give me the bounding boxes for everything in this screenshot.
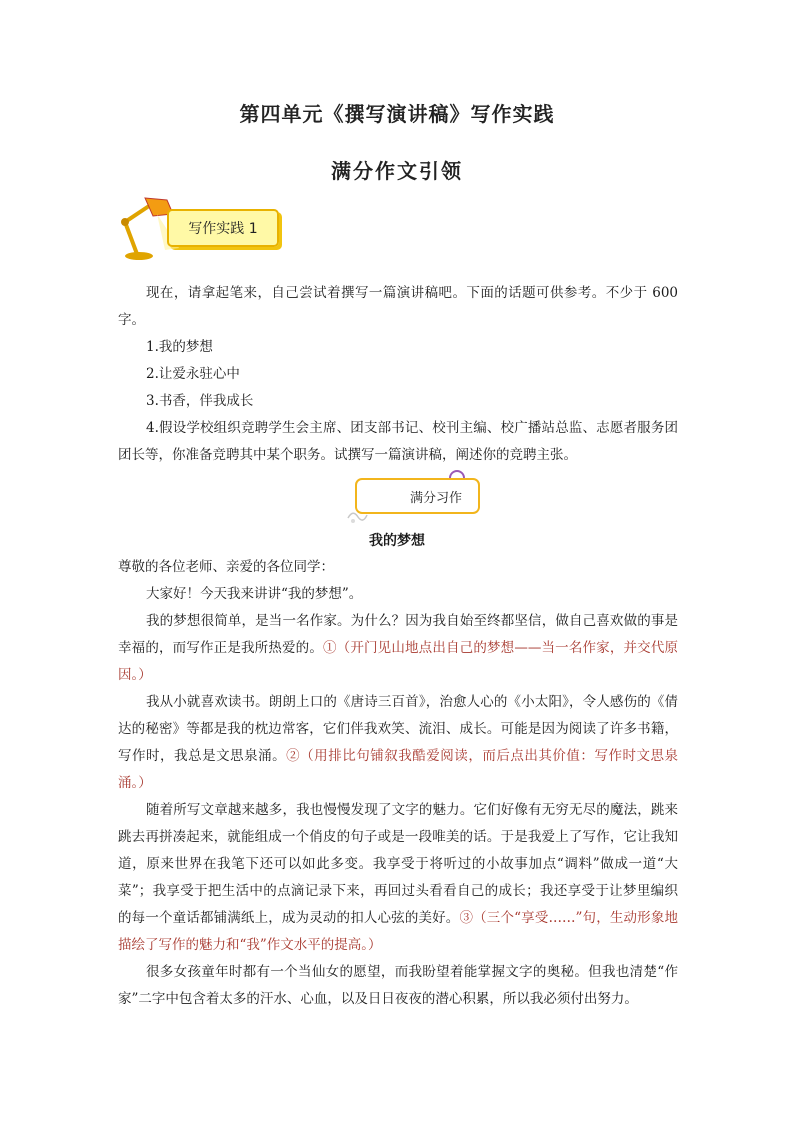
page-subtitle: 满分作文引领 — [331, 159, 463, 183]
prompt-intro: 现在，请拿起笔来，自己尝试着撰写一篇演讲稿吧。下面的话题可供参考。不少于 600 字。 — [118, 285, 678, 328]
essay-paragraph — [118, 608, 678, 689]
prompt-section — [118, 280, 678, 469]
essay-paragraph — [118, 689, 678, 797]
essay-paragraph — [118, 959, 678, 1013]
paragraph-text: 我的梦想很简单，是当一名作家。为什么？因为我自始至终都坚信，做自己喜欢做的事是幸福的，而写作正是我所热爱的。 — [118, 613, 678, 656]
essay-greeting: 尊敬的各位老师、亲爱的各位同学： — [118, 559, 334, 575]
practice-badge — [115, 192, 285, 262]
essay-body — [118, 554, 678, 1013]
essay-paragraph — [118, 797, 678, 959]
topic-item: 3.书香，伴我成长 — [146, 393, 254, 409]
topic-item: 2.让爱永驻心中 — [146, 366, 240, 382]
annotation-note: ①（开门见山地点出自己的梦想——当一名作家，并交代原因。） — [118, 640, 678, 683]
score-badge-label: 满分习作 — [355, 478, 480, 514]
practice-badge-label: 写作实践 1 — [167, 209, 279, 247]
essay-opening: 大家好！今天我来讲讲“我的梦想”。 — [146, 586, 363, 602]
paragraph-text: 随着所写文章越来越多，我也慢慢发现了文字的魅力。它们好像有无穷无尽的魔法，跳来跳去再拼凑起来，就能组成一个俏皮的句子或是一段唯美的话。于是我爱上了写作，它让我知道，原来世界在我笔下还可以如此多变。我享受于将听过的小故事加点“调料”做成一道“大菜”；我享受于把生活中的点滴记录下来，再回过头看看自己的成长；我还享受于让梦里编织的每一个童话都铺满纸上，成为灵动的扣人心弦的美好。 — [118, 802, 678, 926]
score-badge — [345, 472, 495, 524]
paragraph-text: 我从小就喜欢读书。朗朗上口的《唐诗三百首》，治愈人心的《小太阳》，令人感伤的《倩达的秘密》等都是我的枕边常客，它们伴我欢笑、流泪、成长。可能是因为阅读了许多书籍，写作时，我总是文思泉涌。 — [118, 694, 678, 764]
page-title: 第四单元《撰写演讲稿》写作实践 — [239, 102, 555, 126]
annotation-note: ②（用排比句铺叙我酷爱阅读，而后点出其价值：写作时文思泉涌。） — [118, 748, 679, 791]
topic-item: 4.假设学校组织竞聘学生会主席、团支部书记、校刊主编、校广播站总监、志愿者服务团团长等，你准备竞聘其中某个职务。试撰写一篇演讲稿，阐述你的竞聘主张。 — [118, 420, 678, 463]
essay-title: 我的梦想 — [369, 533, 425, 549]
annotation-note: ③（三个“享受……”句，生动形象地描绘了写作的魅力和“我”作文水平的提高。） — [118, 910, 678, 953]
topic-item: 1.我的梦想 — [146, 339, 213, 355]
paragraph-text: 很多女孩童年时都有一个当仙女的愿望，而我盼望着能掌握文字的奥秘。但我也清楚“作家”二字中包含着太多的汗水、心血，以及日日夜夜的潜心积累，所以我必须付出努力。 — [118, 964, 678, 1007]
